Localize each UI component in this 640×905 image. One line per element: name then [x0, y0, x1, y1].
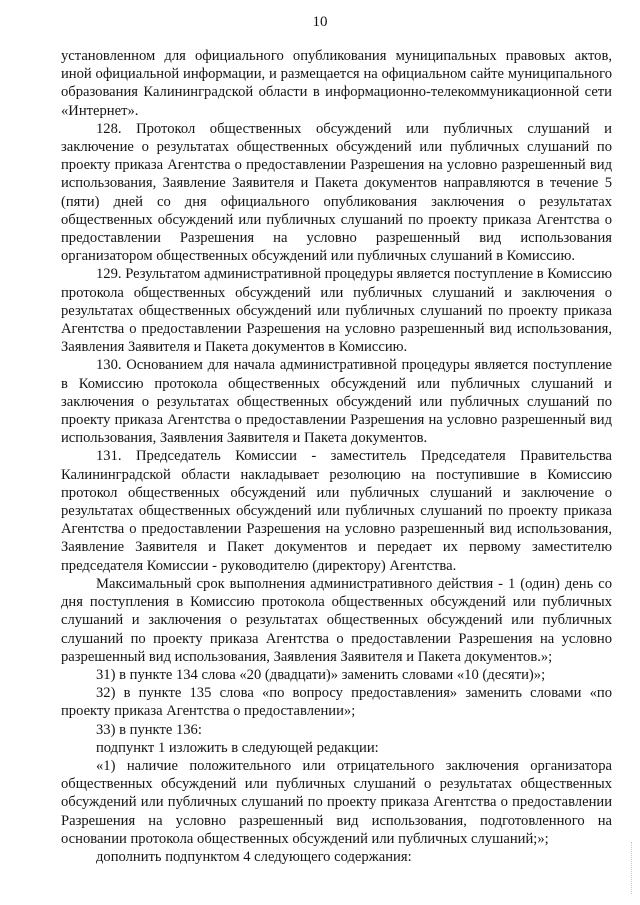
paragraph-continuation: установленном для официального опубликования муниципальных правовых актов, иной официальной информации, и размещается на официальном сайте муниципального образования Калининградской области в информационно-телекоммуникационной сети «Интернет». — [61, 48, 612, 119]
subpoint-1-text: «1) наличие положительного или отрицательного заключения организатора общественных обсуждений или публичных слушаний о результатах общественных обсуждений или публичных слушаний по проекту приказа Агентства о предоставлении Разрешения на условно разрешенный вид использования, подготовленного на основании протокола общественных обсуждений или публичных слушаний;»; — [61, 757, 612, 847]
paragraph-130: 130. Основанием для начала административной процедуры является поступление в Комиссию протокола общественных обсуждений или публичных слушаний и заключения о результатах общественных обсуждений или публичных слушаний по проекту приказа Агентства о предоставлении Разрешения на условно разрешенный вид использования, Заявления Заявителя и Пакета документов. — [61, 357, 612, 447]
paragraph-131: 131. Председатель Комиссии - заместитель Председателя Правительства Калининградской области накладывает резолюцию на поступившие в Комиссию протокол общественных обсуждений или публичных слушаний и заключение о результатах общественных обсуждений или публичных слушаний по проекту приказа Агентства о предоставлении Разрешения на условно разрешенный вид использования, Заявление Заявителя и Пакет документов и передает их первому заместителю председателя Комиссии - руководителю (директору) Агентства. — [61, 448, 612, 574]
paragraph-128: 128. Протокол общественных обсуждений или публичных слушаний и заключение о результатах общественных обсуждений или публичных слушаний по проекту приказа Агентства о предоставлении Разрешения на условно разрешенный вид использования, Заявление Заявителя и Пакета документов направляются в течение 5 (пяти) дней со дня официального опубликования заключения о результатах общественных обсуждений или публичных слушаний по проекту приказа Агентства о предоставлении Разрешения на условно разрешенный вид использования организатором общественных обсуждений или публичных слушаний в Комиссию. — [61, 120, 612, 265]
paragraph-max-term: Максимальный срок выполнения административного действия - 1 (один) день со дня поступления в Комиссию протокола общественных обсуждений или публичных слушаний и заключения о результатах общественных обсуждений или публичных слушаний по проекту приказа Агентства о предоставлении Разрешения на условно разрешенный вид использования, Заявления Заявителя и Пакета документов.»; — [61, 575, 612, 665]
subpoint-4-intro: дополнить подпунктом 4 следующего содержания: — [96, 848, 412, 865]
scan-edge-mark — [631, 842, 633, 894]
amendment-31: 31) в пункте 134 слова «20 (двадцати)» заменить словами «10 (десяти)»; — [96, 666, 546, 683]
amendment-32: 32) в пункте 135 слова «по вопросу предоставления» заменить словами «по проекту приказа Агентства о предоставлении»; — [61, 685, 612, 720]
page-number: 10 — [312, 14, 328, 30]
amendment-33: 33) в пункте 136: — [96, 721, 202, 738]
document-body — [61, 47, 612, 866]
paragraph-129: 129. Результатом административной процедуры является поступление в Комиссию протокола общественных обсуждений или публичных слушаний и заключения о результатах общественных обсуждений или публичных слушаний по проекту приказа Агентства о предоставлении Разрешения на условно разрешенный вид использования, Заявления Заявителя и Пакета документов в Комиссию. — [61, 266, 612, 356]
subpoint-1-intro: подпункт 1 изложить в следующей редакции: — [96, 739, 379, 756]
